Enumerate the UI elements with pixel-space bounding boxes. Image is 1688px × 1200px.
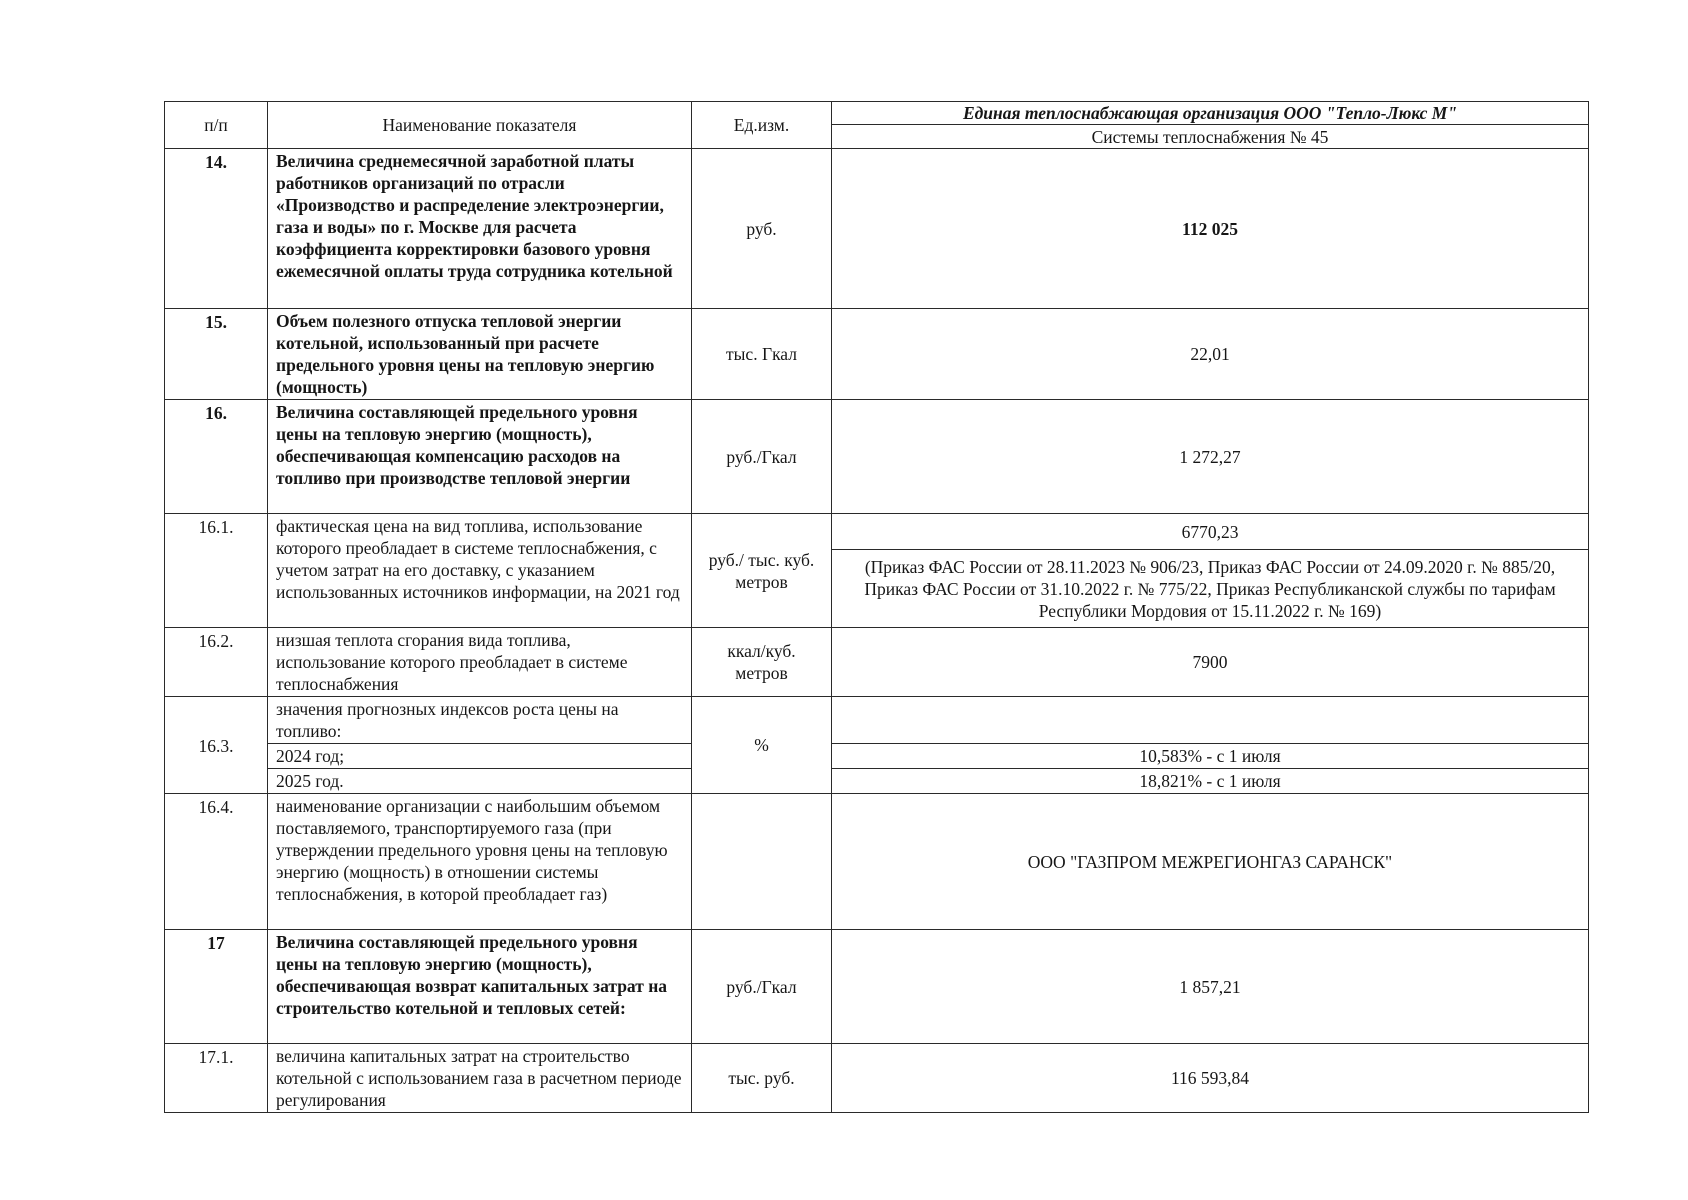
table-row [165, 697, 1589, 744]
row-value-empty [832, 697, 1589, 744]
row-number: 17 [165, 930, 268, 1044]
row-name: Величина среднемесячной заработной платы работников организаций по отрасли «Производство и распределение электроэнергии, газа и воды» по г. Москве для расчета коэффициента корректировки базового уровня ежемесячной оплаты труда сотрудника котельной [268, 149, 692, 309]
row-number: 16.4. [165, 794, 268, 930]
table-subrow [165, 769, 1589, 794]
row-number: 16.1. [165, 514, 268, 628]
row-value: 22,01 [832, 309, 1589, 400]
row-unit: руб./Гкал [692, 930, 832, 1044]
row-source: (Приказ ФАС России от 28.11.2023 № 906/23, Приказ ФАС России от 24.09.2020 г. № 885/20, Приказ ФАС России от 31.10.2022 г. № 775/22, Приказ Республиканской службы по тарифам Республики Мордовия от 15.11.2022 г. № 169) [832, 550, 1589, 628]
subrow-label: 2025 год. [268, 769, 692, 794]
table-row [165, 149, 1589, 309]
indicators-table [164, 101, 1589, 1113]
row-number: 15. [165, 309, 268, 400]
header-system: Системы теплоснабжения № 45 [832, 125, 1589, 149]
row-value: 1 857,21 [832, 930, 1589, 1044]
table-row [165, 930, 1589, 1044]
row-value: 1 272,27 [832, 400, 1589, 514]
row-value: 7900 [832, 628, 1589, 697]
row-name: низшая теплота сгорания вида топлива, использование которого преобладает в системе теплоснабжения [268, 628, 692, 697]
row-unit: руб. [692, 149, 832, 309]
table-subrow [165, 744, 1589, 769]
row-name: наименование организации с наибольшим объемом поставляемого, транспортируемого газа (при утверждении предельного уровня цены на тепловую энергию (мощность) в отношении системы теплоснабжения, в которой преобладает газ) [268, 794, 692, 930]
row-name: Объем полезного отпуска тепловой энергии котельной, использованный при расчете предельного уровня цены на тепловую энергию (мощность) [268, 309, 692, 400]
row-unit: руб./ тыс. куб. метров [692, 514, 832, 628]
row-name: величина капитальных затрат на строительство котельной с использованием газа в расчетном периоде регулирования [268, 1044, 692, 1113]
row-unit: % [692, 697, 832, 794]
row-number: 17.1. [165, 1044, 268, 1113]
row-unit: тыс. руб. [692, 1044, 832, 1113]
row-value: 112 025 [832, 149, 1589, 309]
header-unit: Ед.изм. [692, 102, 832, 149]
row-unit: тыс. Гкал [692, 309, 832, 400]
table-row [165, 628, 1589, 697]
header-name: Наименование показателя [268, 102, 692, 149]
header-org-title: Единая теплоснабжающая организация ООО "Тепло-Люкс М" [832, 102, 1589, 125]
row-value: ООО "ГАЗПРОМ МЕЖРЕГИОНГАЗ САРАНСК" [832, 794, 1589, 930]
row-value: 6770,23 [832, 514, 1589, 550]
row-number: 16. [165, 400, 268, 514]
table-row [165, 1044, 1589, 1113]
row-number: 14. [165, 149, 268, 309]
row-number: 16.2. [165, 628, 268, 697]
header-row [165, 102, 1589, 125]
table-row [165, 514, 1589, 550]
subrow-label: 2024 год; [268, 744, 692, 769]
row-name: Величина составляющей предельного уровня цены на тепловую энергию (мощность), обеспечивающая компенсацию расходов на топливо при производстве тепловой энергии [268, 400, 692, 514]
row-name: фактическая цена на вид топлива, использование которого преобладает в системе теплоснабжения, с учетом затрат на его доставку, с указанием использованных источников информации, на 2021 год [268, 514, 692, 628]
row-value: 116 593,84 [832, 1044, 1589, 1113]
row-name: Величина составляющей предельного уровня цены на тепловую энергию (мощность), обеспечивающая возврат капитальных затрат на строительство котельной и тепловых сетей: [268, 930, 692, 1044]
row-unit: руб./Гкал [692, 400, 832, 514]
row-name: значения прогнозных индексов роста цены на топливо: [268, 697, 692, 744]
row-unit: ккал/куб. метров [692, 628, 832, 697]
table-row [165, 400, 1589, 514]
row-unit [692, 794, 832, 930]
subrow-value: 18,821% - с 1 июля [832, 769, 1589, 794]
subrow-value: 10,583% - с 1 июля [832, 744, 1589, 769]
row-number: 16.3. [165, 697, 268, 794]
table-row [165, 794, 1589, 930]
table-row [165, 309, 1589, 400]
header-num: п/п [165, 102, 268, 149]
